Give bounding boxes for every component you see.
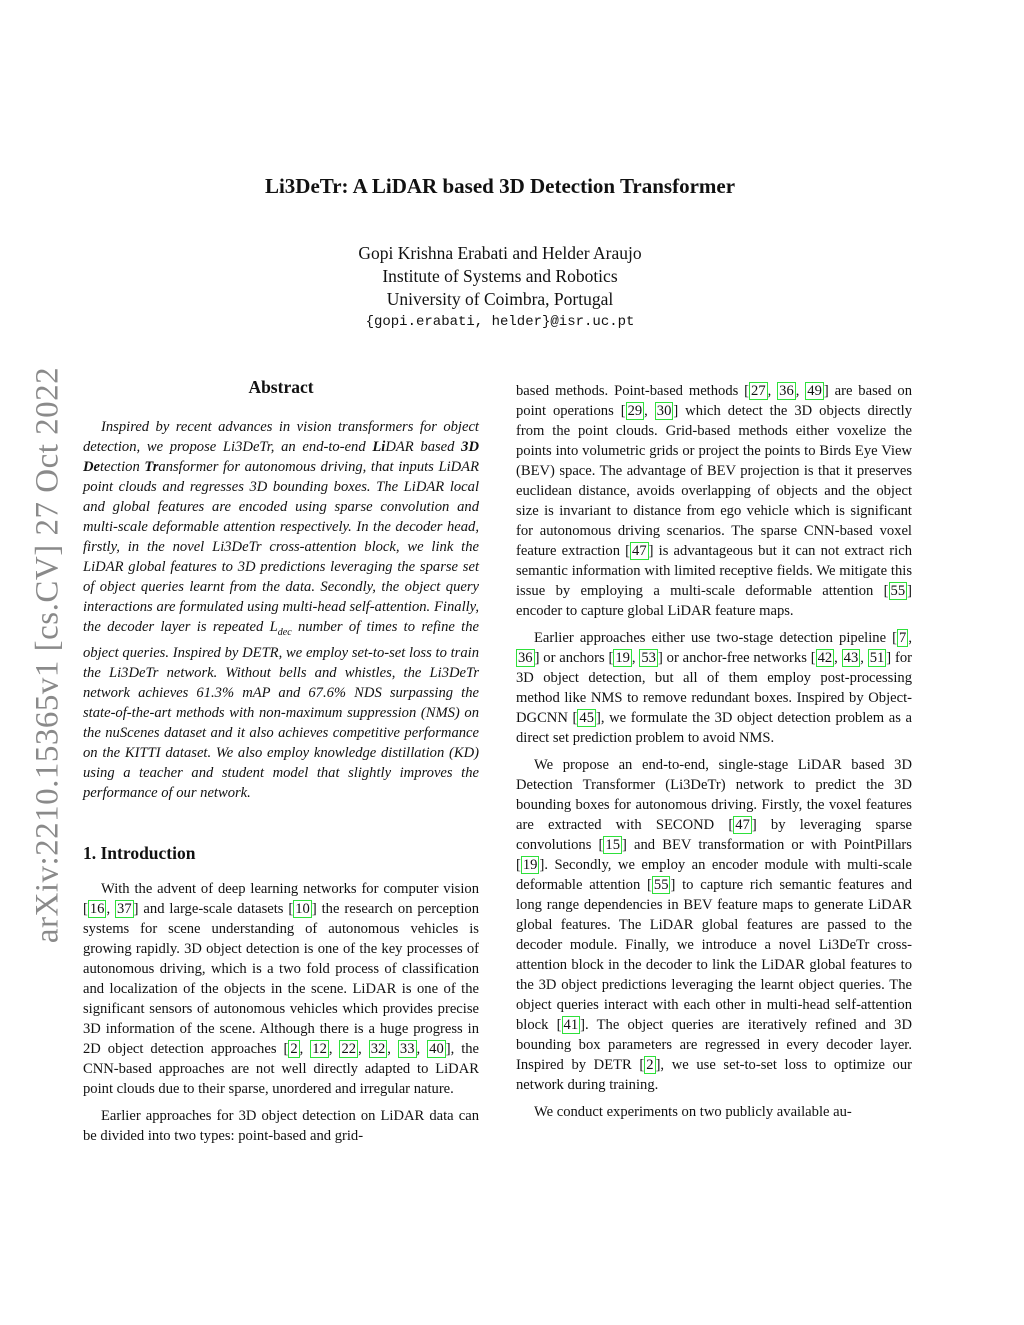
citation-link[interactable]: 41 [563, 1017, 579, 1033]
citation-link[interactable]: 19 [522, 857, 538, 873]
citation-link[interactable]: 36 [779, 383, 794, 399]
affiliation-university: University of Coimbra, Portugal [386, 289, 614, 309]
citation-link[interactable]: 36 [518, 650, 533, 666]
left-column [83, 377, 479, 1153]
citation-link[interactable]: 15 [605, 837, 621, 853]
intro-paragraph-2-continued: based methods. Point-based methods [ 27 , 36 , 49 ] are based on point operations [ 29 , 30 ] which detect the 3D objects directly from the point clouds. Grid-based methods either voxelize the points into volumetric grids or project the points to Birds Eye View (BEV) space. The advantage of BEV projection is that it preserves euclidean distance, avoids overlapping of objects and the object size is invariant to distance from ego vehicle which is significant for autonomous driving scenarios. The sparse CNN-based voxel feature extraction [ 47 ] is advantageous but it can not extract rich semantic information with limited receptive fields. We mitigate this issue by employing a multi-scale deformable attention [ 55 ] encoder to capture global LiDAR feature maps. [516, 383, 913, 619]
affiliation-institute: Institute of Systems and Robotics [382, 266, 618, 286]
citation-link[interactable]: 12 [312, 1040, 327, 1057]
citation-link[interactable]: 37 [117, 900, 132, 917]
citation-link[interactable]: 7 [899, 630, 907, 646]
abstract-paragraph: Inspired by recent advances in vision transformers for object detection, we propose Li3DeTr, an end-to-end LiDAR based 3D Detection Transformer for autonomous driving, that inputs LiDAR point clouds and regresses 3D bounding boxes. The LiDAR local and global features are encoded using sparse convolution and multi-scale deformable attention respectively. In the decoder head, firstly, in the novel Li3DeTr cross-attention block, we link the LiDAR global features to 3D predictions leveraging the sparse set of object queries learnt from the data. Secondly, the object query interactions are formulated using multi-head self-attention. Finally, the decoder layer is repeated $L_{dec}$ number of times to refine the object queries. Inspired by DETR, we employ set-to-set loss to train the Li3DeTr network. Without bells and whistles, the Li3DeTr network achieves 61.3% mAP and 67.6% NDS surpassing the state-of-the-art methods with non-maximum suppression (NMS) on the nuScenes dataset and it also achieves competitive performance on the KITTI dataset. We also employ knowledge distillation (KD) using a teacher and student model that slightly improves the performance of our network. [83, 419, 480, 801]
citation-link[interactable]: 10 [295, 900, 310, 917]
citation-link[interactable]: 47 [735, 817, 750, 833]
citation-link[interactable]: 55 [890, 583, 906, 599]
citation-link[interactable]: 55 [653, 877, 669, 893]
intro-paragraph-4: We propose an end-to-end, single-stage LiDAR based 3D Detection Transformer (Li3DeTr) network to predict the 3D bounding boxes for autonomous driving. Firstly, the voxel features are extracted with SECOND [ 47 ] by leveraging sparse convolutions [ 15 ] and BEV transformation or with PointPillars [ 19 ]. Secondly, we employ an encoder module with multi-scale deformable attention [ 55 ] to capture rich semantic features and long range dependencies in BEV feature maps to generate LiDAR global features. The LiDAR global features are passed to the decoder module. Finally, we introduce a novel Li3DeTr cross-attention block in the decoder to link the LiDAR global features to the 3D object predictions leveraging the learnt object queries. The object queries interact with each other in multi-head self-attention block [ 41 ]. The object queries are iteratively refined and 3D bounding box parameters are regressed in every decoder layer. Inspired by DETR [ 2 ], we use set-to-set loss to optimize our network during training. [516, 757, 912, 1093]
citation-link[interactable]: 53 [641, 650, 656, 666]
author-emails: {gopi.erabati, helder}@isr.uc.pt [365, 314, 635, 330]
arxiv-watermark [26, 355, 70, 955]
citation-link[interactable]: 51 [869, 650, 885, 666]
citation-link[interactable]: 33 [399, 1040, 415, 1057]
citation-link[interactable]: 30 [656, 403, 672, 419]
citation-link[interactable]: 49 [807, 383, 822, 399]
intro-paragraph-2: Earlier approaches for 3D object detection on LiDAR data can be divided into two types: point-based and grid- [83, 1107, 479, 1144]
ldec-symbol: $L_{dec}$ [269, 619, 292, 638]
citation-link[interactable]: 32 [370, 1040, 386, 1057]
citation-link[interactable]: 40 [429, 1040, 444, 1057]
citation-link[interactable]: 47 [632, 543, 647, 559]
abstract-heading: Abstract [248, 377, 314, 397]
citation-link[interactable]: 27 [751, 383, 766, 399]
author-names: Gopi Krishna Erabati and Helder Araujo [358, 243, 642, 263]
citation-link[interactable]: 2 [646, 1057, 654, 1073]
introduction-heading: 1. Introduction [83, 842, 196, 863]
right-column [516, 381, 912, 1129]
citation-link[interactable]: 29 [627, 403, 643, 419]
paper-title: Li3DeTr: A LiDAR based 3D Detection Transformer [264, 174, 736, 198]
citation-link[interactable]: 45 [579, 710, 594, 726]
citation-link[interactable]: 16 [89, 900, 105, 917]
citation-link[interactable]: 2 [290, 1040, 298, 1057]
citation-link[interactable]: 19 [615, 650, 630, 666]
author-block [0, 242, 1000, 334]
citation-link[interactable]: 43 [843, 650, 859, 666]
intro-paragraph-1: With the advent of deep learning networks for computer vision [ 16 , 37 ] and large-scale datasets [ 10 ] the research on perception systems for scene understanding of autonomous vehicles is growing rapidly. 3D object detection is one of the key processes of autonomous driving, which is a two fold process of classification and localization of the objects in the scene. LiDAR is one of the significant sensors of autonomous vehicles which provides precise 3D information of the scene. Although there is a huge progress in 2D object detection approaches [ 2 , 12 , 22 , 32 , 33 , 40 ], the CNN-based approaches are not well directly adapted to LiDAR point clouds due to their sparse, unordered and irregular nature. [83, 880, 480, 1097]
intro-paragraph-3: Earlier approaches either use two-stage detection pipeline [ 7 , 36 ] or anchors [ 19 , 53 ] or anchor-free networks [ 42 , 43 , 51 ] for 3D object detection, but all of them employ post-processing method like NMS to remove redundant boxes. Inspired by Object-DGCNN [ 45 ], we formulate the 3D object detection problem as a direct set prediction problem to avoid NMS. [516, 630, 912, 746]
intro-paragraph-5: We conduct experiments on two publicly available au- [534, 1104, 852, 1120]
citation-link[interactable]: 22 [341, 1040, 357, 1057]
citation-link[interactable]: 42 [817, 650, 833, 666]
arxiv-id: arXiv:2210.15365v1 [cs.CV] 27 Oct 2022 [29, 366, 66, 944]
